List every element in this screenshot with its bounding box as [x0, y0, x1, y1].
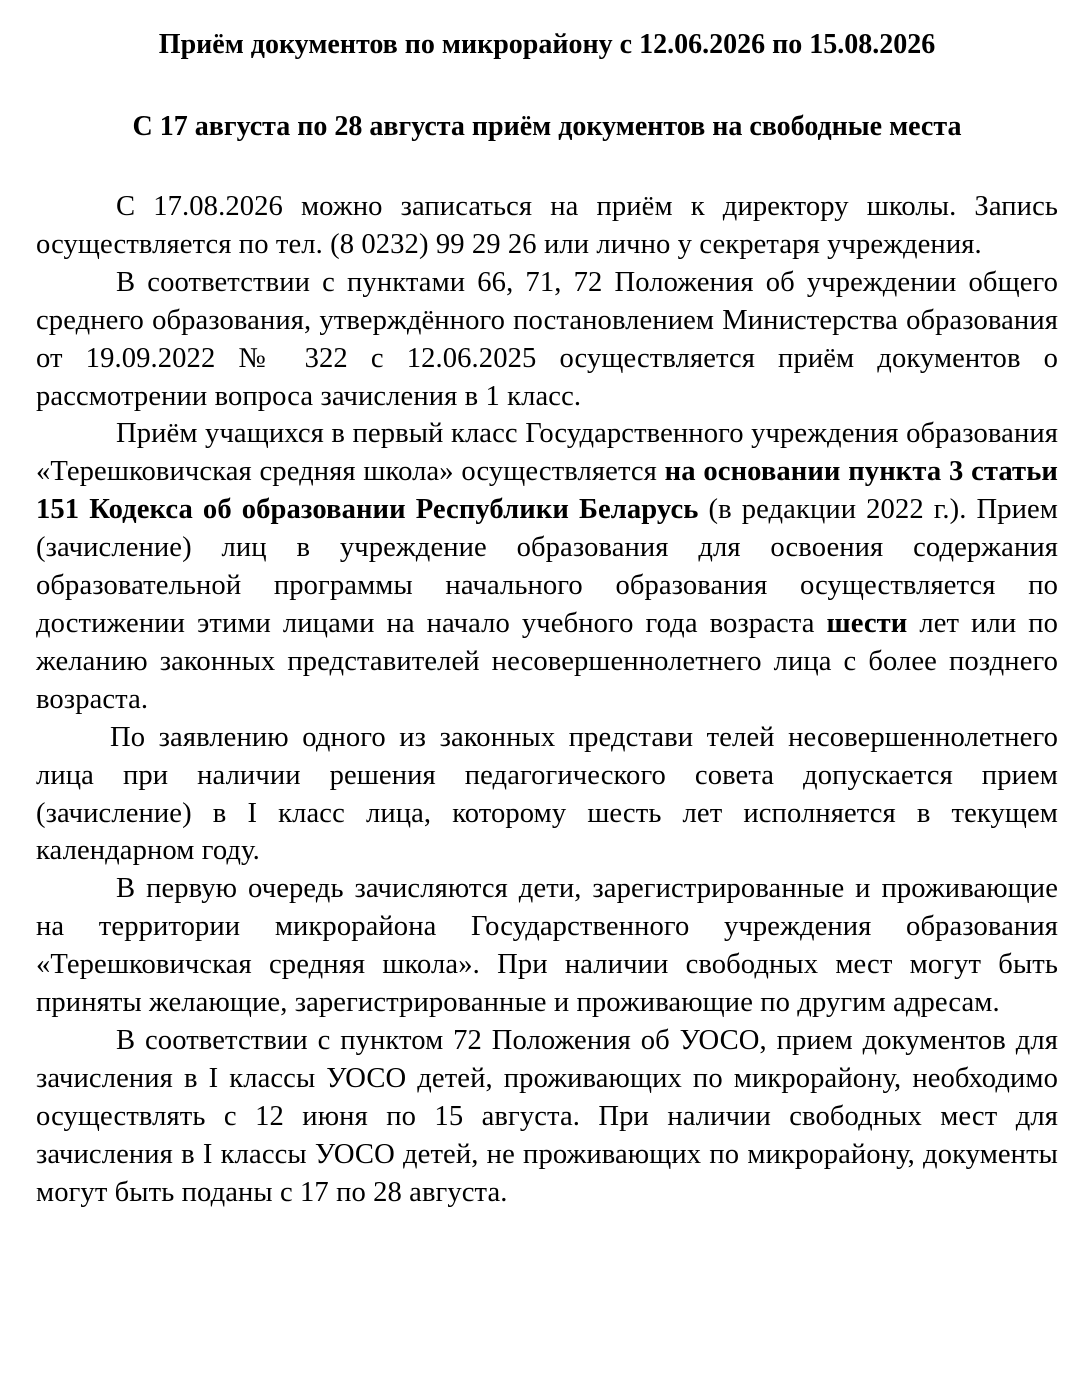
bold-legal-reference: на основании пункта 3 статьи 151 Кодекса об образовании Республики Беларусь [36, 456, 1058, 526]
paragraph-priority: В первую очередь зачисляются дети, зарегистрированные и проживающие на территории микрорайона Государственного учреждения образования «Терешковичская средняя школа». При наличии свободных мест могут быть приняты желающие, зарегистрированные и проживающие по другим адресам. [36, 873, 1058, 1019]
document-heading-secondary: С 17 августа по 28 августа приём документов на свободные места [132, 111, 962, 142]
paragraph-early-admission: По заявлению одного из законных представи телей несовершеннолетнего лица при наличии решения педагогического совета допускается прием (зачисление) в I класс лица, которому шесть лет исполняется в текущем календарном году. [36, 721, 1058, 867]
paragraph-text-segment: Приём учащихся в первый класс Государственного учреждения образования «Терешковичская средняя школа» осуществляется [36, 418, 1058, 488]
paragraph-appointment: С 17.08.2026 можно записаться на приём к директору школы. Запись осуществляется по тел. (8 0232) 99 29 26 или лично у секретаря учреждения. [36, 191, 1058, 260]
paragraph-document-deadlines: В соответствии с пунктом 72 Положения об УОСО, прием документов для зачисления в I классы УОСО детей, проживающих по микрорайону, необходимо осуществлять с 12 июня по 15 августа. При наличии свободных мест для зачисления в I классы УОСО детей, не проживающих по микрорайону, документы могут быть поданы с 17 по 28 августа. [36, 1024, 1058, 1208]
bold-age-word: шести [826, 607, 908, 639]
paragraph-admission-basis [36, 415, 1058, 718]
paragraph-regulation: В соответствии с пунктами 66, 71, 72 Положения об учреждении общего среднего образования, утверждённого постановлением Министерства образования от 19.09.2022 № 322 с 12.06.2025 осуществляется приём документов о рассмотрении вопроса зачисления в 1 класс. [36, 266, 1058, 412]
document-body [36, 188, 1058, 1211]
paragraph-text-segment: (в редакции 2022 г.). Прием (зачисление) лиц в учреждение образования для освоения содержания образовательной программы начального образования осуществляется по достижении этими лицами на начало учебного года возраста [36, 494, 1058, 639]
document-heading-primary: Приём документов по микрорайону с 12.06.2026 по 15.08.2026 [158, 29, 936, 60]
paragraph-text-segment: лет или по желанию законных представителей несовершеннолетнего лица с более позднего возраста. [36, 607, 1058, 715]
